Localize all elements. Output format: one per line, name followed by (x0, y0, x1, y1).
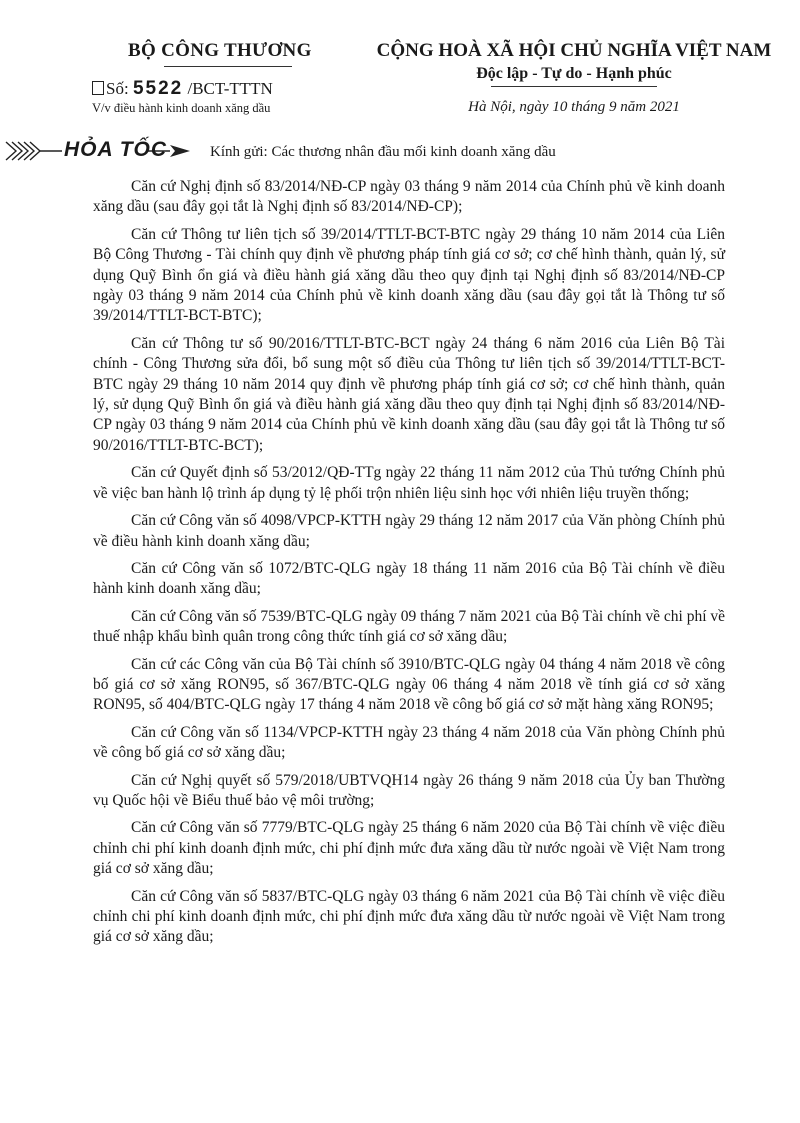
ministry-underline (164, 66, 292, 67)
doc-number-suffix: /BCT-TTTN (187, 79, 273, 98)
national-motto: Độc lập - Tự do - Hạnh phúc (476, 65, 672, 82)
national-heading (354, 40, 794, 116)
legal-basis-paragraph: Căn cứ Công văn số 5837/BTC-QLG ngày 03 tháng 6 năm 2021 của Bộ Tài chính về việc điều chỉnh chi phí kinh doanh định mức, chi phí định mức đưa xăng dầu từ nước ngoài về Việt Nam trong giá cơ sở xăng dầu; (93, 887, 725, 946)
recipient-line: Kính gửi: Các thương nhân đầu mối kinh doanh xăng dầu (210, 144, 556, 160)
document-number (92, 78, 362, 100)
legal-basis-paragraph: Căn cứ Thông tư liên tịch số 39/2014/TTLT-BCT-BTC ngày 29 tháng 10 năm 2014 của Liên Bộ Công Thương - Tài chính quy định về phương pháp tính giá cơ sở; cơ chế hình thành, quản lý, sử dụng Quỹ Bình ổn giá và điều hành giá xăng dầu theo quy định tại Nghị định số 83/2014/NĐ-CP ngày 03 tháng 9 năm 2014 của Chính phủ về kinh doanh xăng dầu (sau đây gọi tắt là Thông tư số 39/2014/TTLT-BCT-BTC); (93, 225, 725, 325)
legal-basis-paragraph: Căn cứ các Công văn của Bộ Tài chính số 3910/BTC-QLG ngày 04 tháng 4 năm 2018 về công bố giá cơ sở xăng RON95, số 367/BTC-QLG ngày 06 tháng 4 năm 2018 về tính giá cơ sở xăng RON95, số 404/BTC-QLG ngày 17 tháng 4 năm 2018 về công bố giá cơ sở mặt hàng xăng RON95; (93, 655, 725, 714)
issuer-block (92, 40, 362, 116)
ministry-name: BỘ CÔNG THƯƠNG (128, 40, 312, 61)
document-body (93, 177, 725, 955)
legal-basis-paragraph: Căn cứ Công văn số 7779/BTC-QLG ngày 25 tháng 6 năm 2020 của Bộ Tài chính về việc điều chỉnh chi phí kinh doanh định mức, chi phí định mức đưa xăng dầu từ nước ngoài về Việt Nam trong giá cơ sở xăng dầu; (93, 819, 725, 878)
document-subject: V/v điều hành kinh doanh xăng dầu (92, 101, 271, 115)
urgent-label: HỎA TỐC (64, 138, 168, 161)
legal-basis-paragraph: Căn cứ Công văn số 4098/VPCP-KTTH ngày 29 tháng 12 năm 2017 của Văn phòng Chính phủ về điều hành kinh doanh xăng dầu; (93, 512, 725, 550)
motto-underline (491, 86, 657, 87)
legal-basis-paragraph: Căn cứ Nghị định số 83/2014/NĐ-CP ngày 03 tháng 9 năm 2014 của Chính phủ về kinh doanh xăng dầu (sau đây gọi tắt là Nghị định số 83/2014/NĐ-CP); (93, 178, 725, 216)
republic-name: CỘNG HOÀ XÃ HỘI CHỦ NGHĨA VIỆT NAM (376, 40, 772, 61)
doc-number-prefix: Số: (106, 79, 129, 98)
legal-basis-paragraph: Căn cứ Quyết định số 53/2012/QĐ-TTg ngày 22 tháng 11 năm 2012 của Thủ tướng Chính phủ về việc ban hành lộ trình áp dụng tỷ lệ phối trộn nhiên liệu sinh học với nhiên liệu truyền thống; (93, 464, 725, 502)
legal-basis-paragraph: Căn cứ Công văn số 1134/VPCP-KTTH ngày 23 tháng 4 năm 2018 của Văn phòng Chính phủ về công bố giá cơ sở xăng dầu; (93, 723, 725, 762)
urgent-stamp (4, 136, 200, 166)
doc-number-value: 5522 (132, 78, 184, 99)
legal-basis-paragraph: Căn cứ Công văn số 1072/BTC-QLG ngày 18 tháng 11 năm 2016 của Bộ Tài chính về điều hành kinh doanh xăng dầu; (93, 559, 725, 598)
legal-basis-paragraph: Căn cứ Thông tư số 90/2016/TTLT-BTC-BCT ngày 24 tháng 6 năm 2016 của Liên Bộ Tài chính - Công Thương sửa đổi, bổ sung một số điều của Thông tư liên tịch số 39/2014/TTLT-BCT-BTC ngày 29 tháng 10 năm 2014 quy định về phương pháp tính giá cơ sở; cơ chế hình thành, quản lý, sử dụng Quỹ Bình ổn giá và điều hành giá xăng dầu theo quy định tại Nghị định số 83/2014/NĐ-CP ngày 03 tháng 9 năm 2014 của Chính phủ về kinh doanh xăng dầu (sau đây gọi tắt là Thông tư số 90/2016/TTLT-BTC-BCT); (93, 334, 725, 454)
legal-basis-paragraph: Căn cứ Công văn số 7539/BTC-QLG ngày 09 tháng 7 năm 2021 của Bộ Tài chính về chi phí về thuế nhập khẩu bình quân trong công thức tính giá cơ sở xăng dầu; (93, 607, 726, 646)
place-date: Hà Nội, ngày 10 tháng 9 năm 2021 (468, 99, 680, 115)
legal-basis-paragraph: Căn cứ Nghị quyết số 579/2018/UBTVQH14 ngày 26 tháng 9 năm 2018 của Ủy ban Thường vụ Quốc hội về Biểu thuế bảo vệ môi trường; (93, 771, 725, 809)
stamp-box-icon (92, 81, 104, 95)
